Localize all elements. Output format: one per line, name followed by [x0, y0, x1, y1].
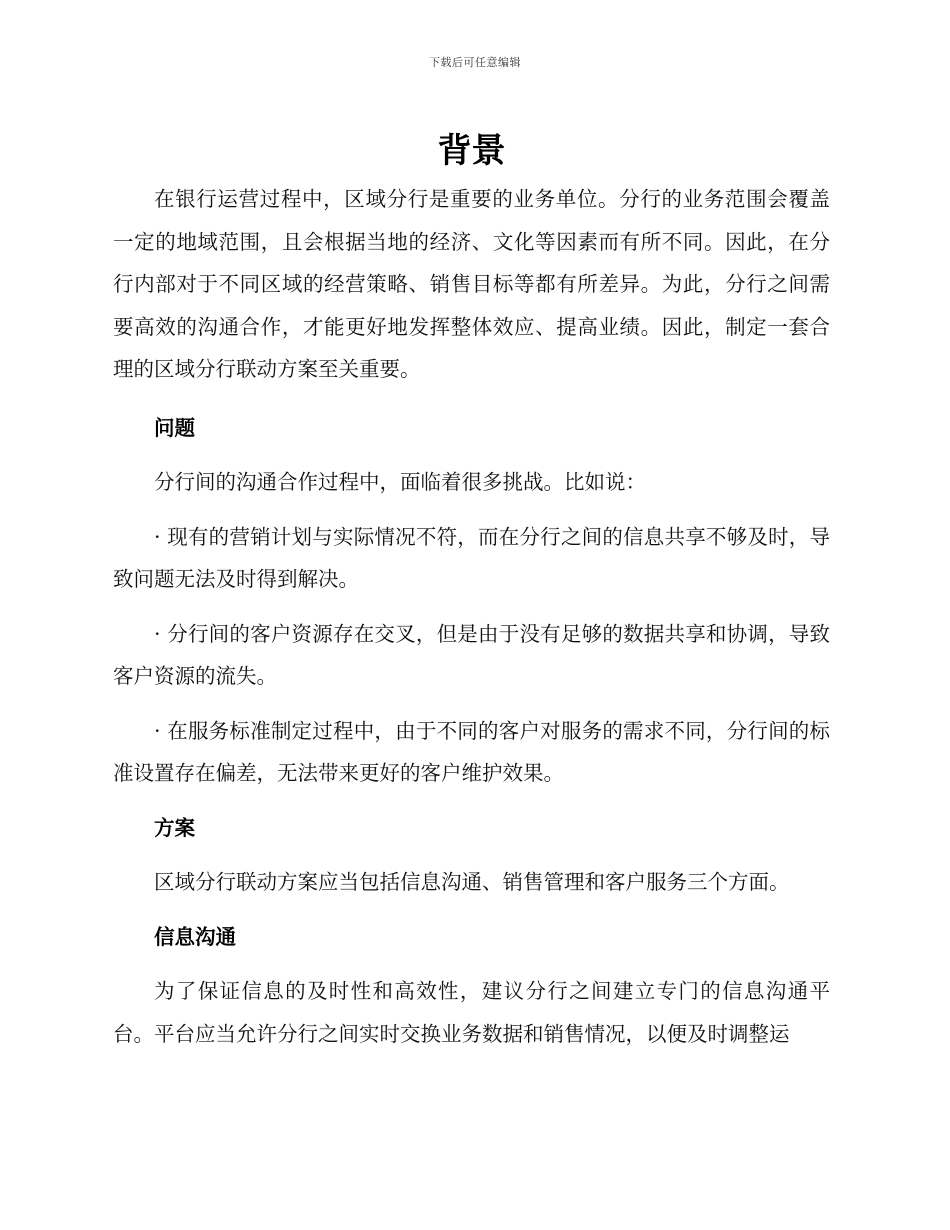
problem-intro: 分行间的沟通合作过程中，面临着很多挑战。比如说：: [154, 470, 646, 494]
document-body: [113, 128, 830, 1055]
header-note: 下载后可任意编辑: [429, 56, 521, 69]
problem-bullet-1: · 现有的营销计划与实际情况不符，而在分行之间的信息共享不够及时，导致问题无法及时得到解决。: [113, 524, 830, 591]
problem-heading: 问题: [154, 415, 195, 440]
info-communication-heading: 信息沟通: [154, 924, 236, 949]
page-title: 背景: [437, 131, 506, 171]
background-paragraph: 在银行运营过程中，区域分行是重要的业务单位。分行的业务范围会覆盖一定的地域范围，且会根据当地的经济、文化等因素而有所不同。因此，在分行内部对于不同区域的经营策略、销售目标等都有所差异。为此，分行之间需要高效的沟通合作，才能更好地发挥整体效应、提高业绩。因此，制定一套合理的区域分行联动方案至关重要。: [113, 187, 830, 381]
problem-bullet-2: · 分行间的客户资源存在交叉，但是由于没有足够的数据共享和协调，导致客户资源的流失。: [113, 621, 830, 688]
info-communication-paragraph: 为了保证信息的及时性和高效性，建议分行之间建立专门的信息沟通平台。平台应当允许分行之间实时交换业务数据和销售情况，以便及时调整运: [113, 979, 830, 1046]
solution-heading: 方案: [154, 815, 195, 840]
problem-bullet-3: · 在服务标准制定过程中，由于不同的客户对服务的需求不同，分行间的标准设置存在偏差，无法带来更好的客户维护效果。: [113, 718, 830, 785]
solution-intro: 区域分行联动方案应当包括信息沟通、销售管理和客户服务三个方面。: [154, 870, 790, 894]
